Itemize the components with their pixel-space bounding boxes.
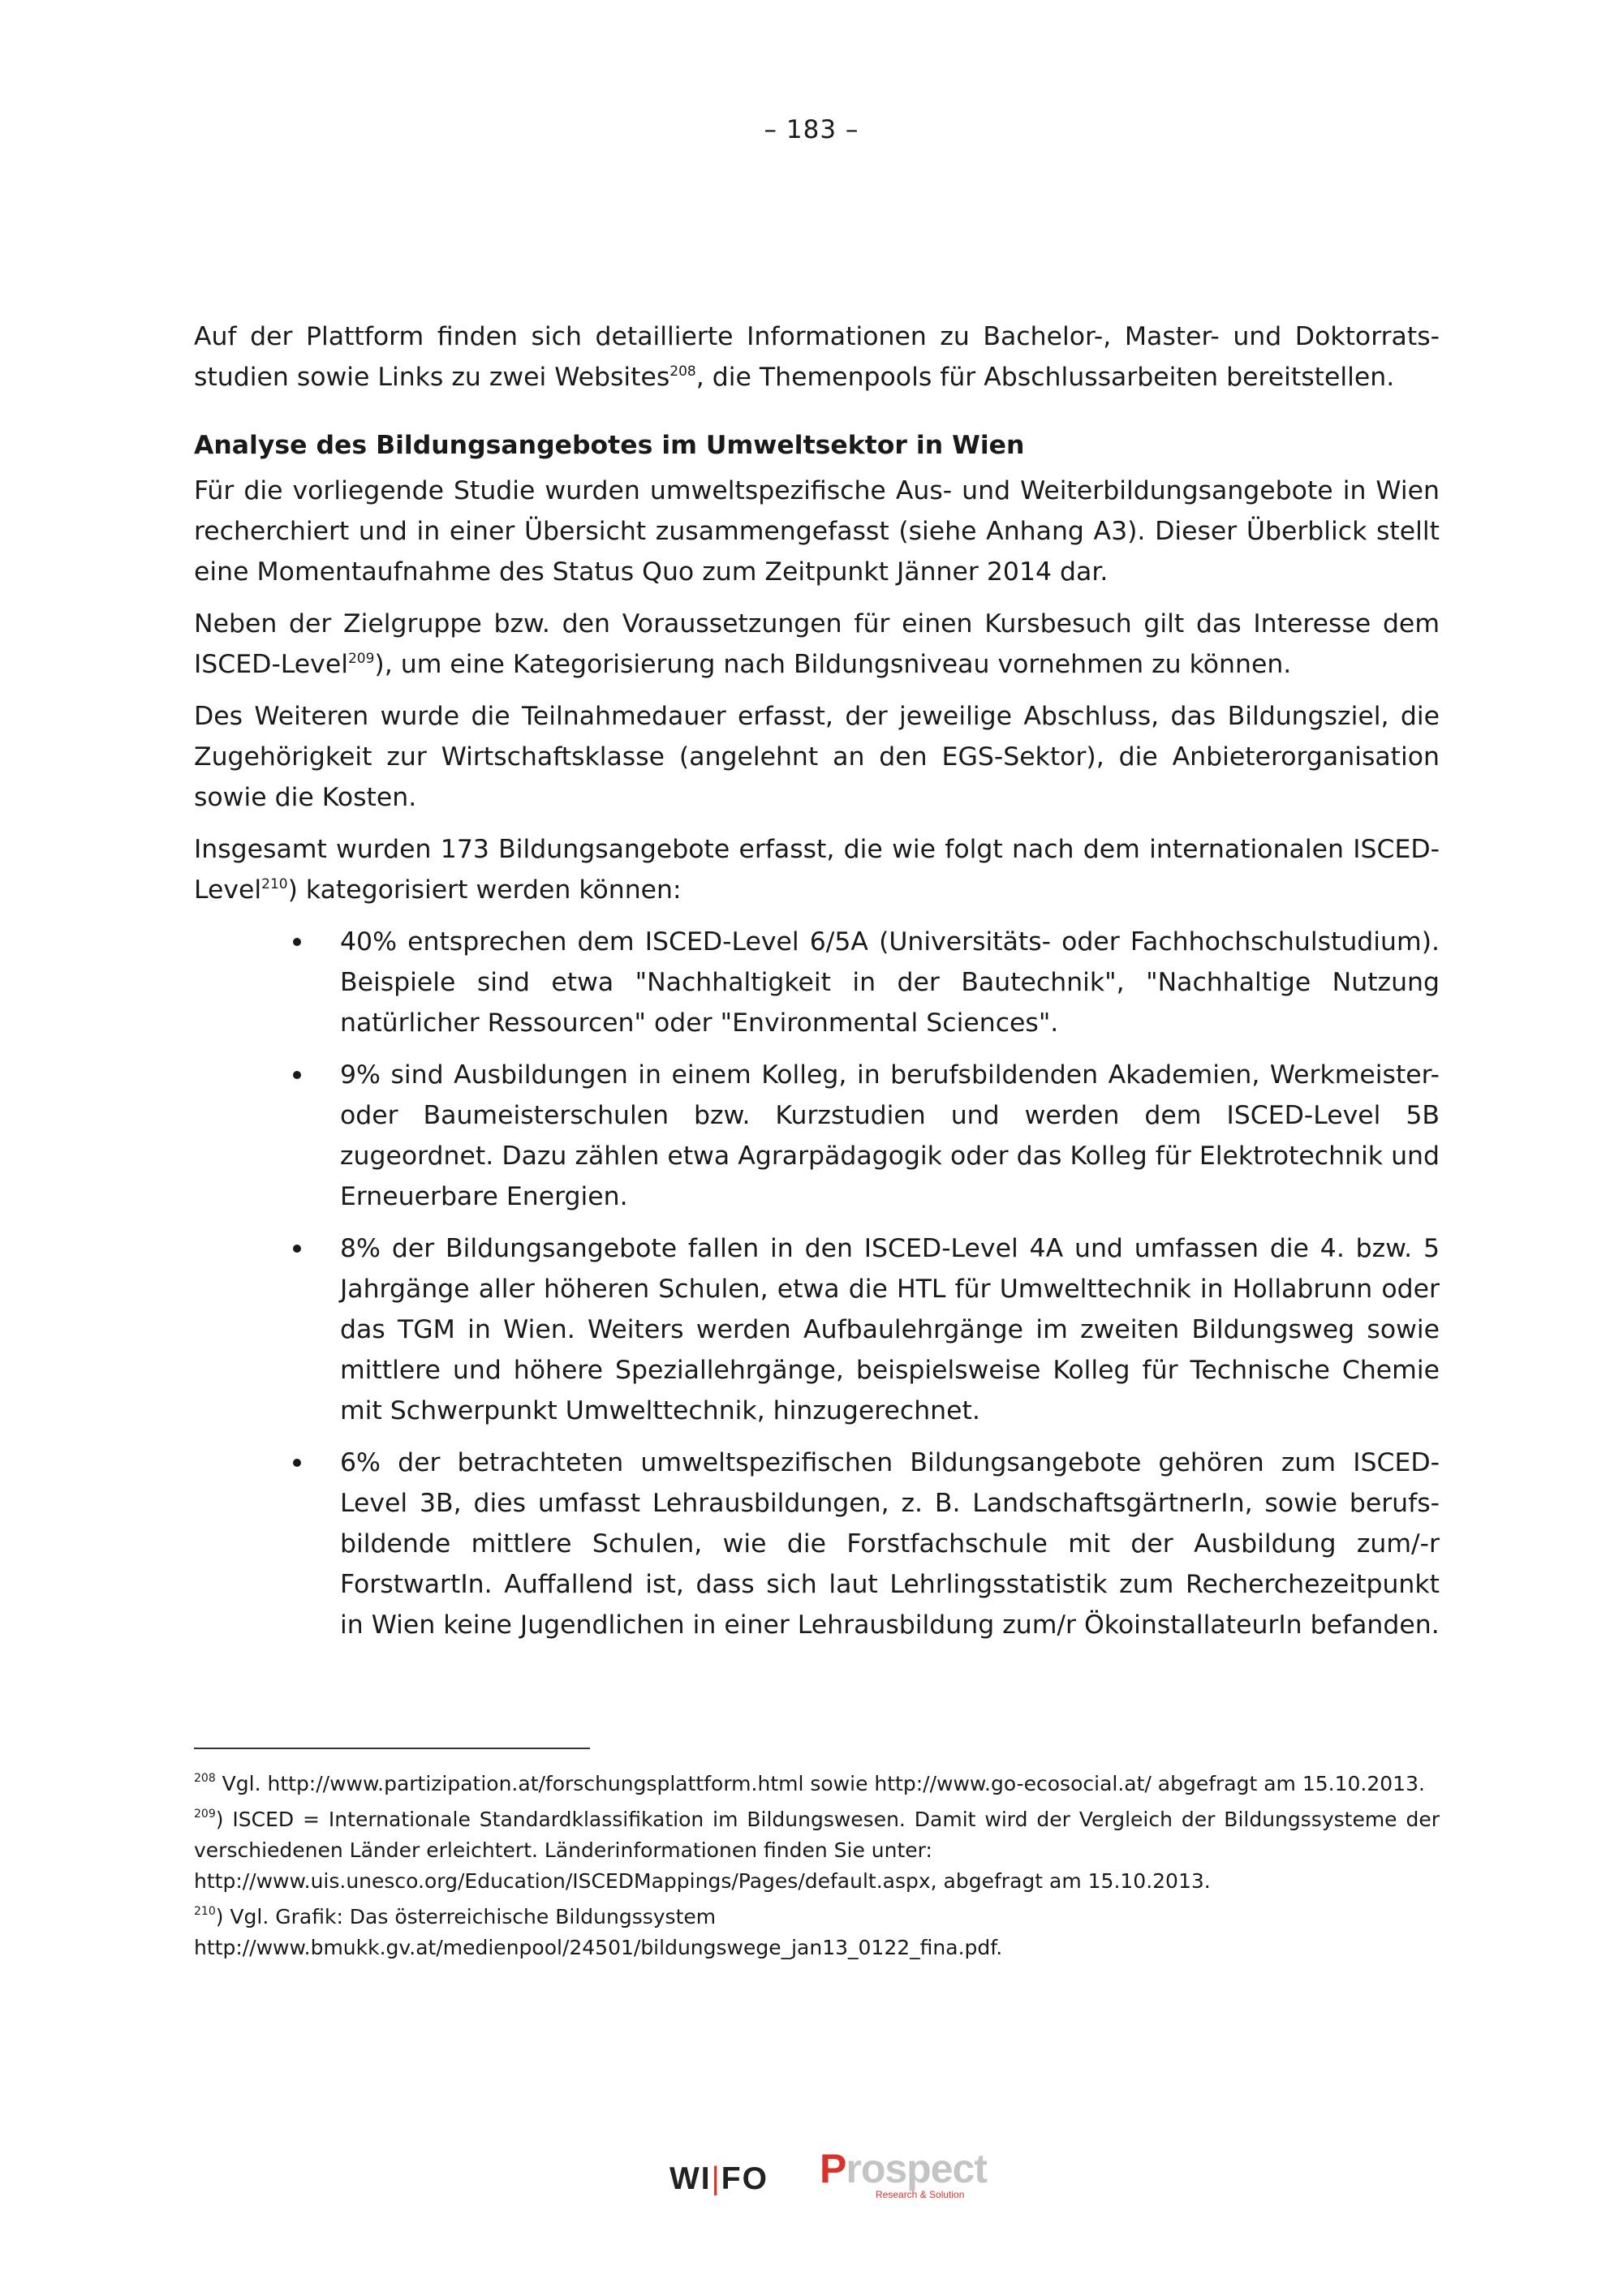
- list-item-text: 9% sind Ausbildungen in einem Kolleg, in berufsbildenden Akademien, Werkmeister- oder Baumeisterschulen bzw. Kurzstudien und werden dem ISCED-Level 5B zugeordnet. Dazu zählen etwa Agrarpädagogik oder das Kolleg für Elektrotechnik und Erneuerbare Energien.: [340, 1060, 1440, 1211]
- prospect-rest: rospect: [846, 2146, 987, 2191]
- intro-paragraph: [194, 316, 1440, 398]
- bullet-icon: [293, 1071, 301, 1079]
- bullet-icon: [293, 1245, 301, 1253]
- footnote-number: 208: [194, 1771, 216, 1785]
- bullet-icon: [293, 1459, 301, 1467]
- footnote-210: [194, 1902, 1440, 1963]
- list-item: [194, 922, 1440, 1043]
- footnote-text: ) Vgl. Grafik: Das österreichische Bildungssystem: [215, 1905, 717, 1928]
- footnote-208: [194, 1769, 1440, 1799]
- prospect-wordmark: [820, 2145, 987, 2192]
- section-heading: Analyse des Bildungsangebotes im Umweltsektor in Wien: [194, 431, 1025, 460]
- list-item: [194, 1055, 1440, 1217]
- bullet-icon: [293, 938, 301, 946]
- paragraph-text: Neben der Zielgruppe bzw. den Voraussetzungen für einen Kursbesuch gilt das Interesse dem ISCED-Level: [194, 609, 1440, 679]
- paragraph-text-end: ), um eine Kategorisierung nach Bildungsniveau vornehmen zu können.: [374, 650, 1292, 679]
- paragraph-target-group: [194, 604, 1440, 685]
- footnote-divider: [194, 1748, 590, 1749]
- wifo-logo-left: WI: [669, 2161, 712, 2196]
- wifo-logo-right: FO: [721, 2161, 768, 2196]
- footnote-number: 210: [194, 1904, 216, 1918]
- list-item-text: 8% der Bildungsangebote fallen in den ISCED-Level 4A und umfassen die 4. bzw. 5 Jahrgänge aller höheren Schulen, etwa die HTL für Umwelttechnik in Hollabrunn oder das TGM in Wien. Weiters werden Aufbaulehrgänge im zweiten Bildungsweg sowie mittlere und höhere Speziallehrgänge, beispielsweise Kolleg für Technische Chemie mit Schwerpunkt Umwelttechnik, hinzugerechnet.: [340, 1234, 1440, 1425]
- paragraph-study: Für die vorliegende Studie wurden umweltspezifische Aus- und Weiterbildungsangebote in Wien recherchiert und in einer Übersicht zusammengefasst (siehe Anhang A3). Dieser Überblick stellt eine Momentaufnahme des Status Quo zum Zeitpunkt Jänner 2014 dar.: [194, 476, 1440, 587]
- paragraph-total: [194, 829, 1440, 910]
- list-item-text: 6% der betrachteten umweltspezifischen Bildungsangebote gehören zum ISCED-Level 3B, dies umfasst Lehrausbildungen, z. B. LandschaftsgärtnerIn, sowie berufsbildende mittlere Schulen, wie die Forstfachschule mit der Ausbildung zum/-r ForstwartIn. Auffallend ist, dass sich laut Lehrlingsstatistik zum Recherchezeitpunkt in Wien keine Jugendlichen in einer Lehrausbildung zum/r ÖkoinstallateurIn befanden.: [340, 1448, 1440, 1640]
- paragraph-details: Des Weiteren wurde die Teilnahmedauer erfasst, der jeweilige Abschluss, das Bildungsziel, die Zugehörigkeit zur Wirtschaftsklasse (angelehnt an den EGS-Sektor), die Anbieterorganisation sowie die Kosten.: [194, 702, 1440, 812]
- isced-level-list: [194, 922, 1440, 1645]
- wifo-logo: [669, 2161, 768, 2197]
- paragraph-text-end: ) kategorisiert werden können:: [287, 875, 682, 905]
- prospect-logo: [820, 2146, 990, 2200]
- footnote-link[interactable]: http://www.uis.unesco.org/Education/ISCEDMappings/Pages/default.aspx, abgefragt am 15.10.2013.: [194, 1869, 1211, 1893]
- footnote-text: Vgl. http://www.partizipation.at/forschungsplattform.html sowie http://www.go-ecosocial.at/ abgefragt am 15.10.2013.: [215, 1772, 1425, 1795]
- prospect-tagline: Research & Solution: [876, 2189, 965, 2200]
- wifo-logo-bar: |: [711, 2161, 721, 2196]
- footer-logos: [0, 2146, 1623, 2207]
- footnote-ref-209[interactable]: 209: [347, 650, 375, 667]
- prospect-initial: P: [820, 2146, 846, 2191]
- list-item: [194, 1443, 1440, 1645]
- footnote-link[interactable]: http://www.bmukk.gv.at/medienpool/24501/bildungswege_jan13_0122_fina.pdf.: [194, 1936, 1003, 1959]
- list-item-text: 40% entsprechen dem ISCED-Level 6/5A (Universitäts- oder Fachhochschulstudium). Beispiele sind etwa "Nachhaltigkeit in der Bautechnik", "Nachhaltige Nutzung natürlicher Ressourcen" oder "Environmental Sciences".: [340, 927, 1440, 1038]
- footnote-text: ) ISCED = Internationale Standardklassifikation im Bildungswesen. Damit wird der Vergleich der Bildungssysteme der verschiedenen Länder erleichtert. Länderinformationen finden Sie unter:: [194, 1808, 1440, 1862]
- list-item: [194, 1228, 1440, 1431]
- main-content: [194, 316, 1440, 1657]
- footnote-number: 209: [194, 1807, 216, 1821]
- page-number: – 183 –: [764, 115, 859, 144]
- paragraph-text: Insgesamt wurden 173 Bildungsangebote erfasst, die wie folgt nach dem internationalen ISCED-Level: [194, 835, 1440, 905]
- intro-text-end: , die Themenpools für Abschlussarbeiten bereitstellen.: [695, 363, 1395, 392]
- intro-text: Auf der Plattform finden sich detaillierte Informationen zu Bachelor-, Master- und Doktorratsstudien sowie Links zu zwei Websites: [194, 322, 1440, 392]
- footnote-209: [194, 1804, 1440, 1897]
- footnotes: [194, 1769, 1440, 1968]
- footnote-ref-210[interactable]: 210: [261, 875, 288, 892]
- footnote-ref-208[interactable]: 208: [669, 363, 696, 380]
